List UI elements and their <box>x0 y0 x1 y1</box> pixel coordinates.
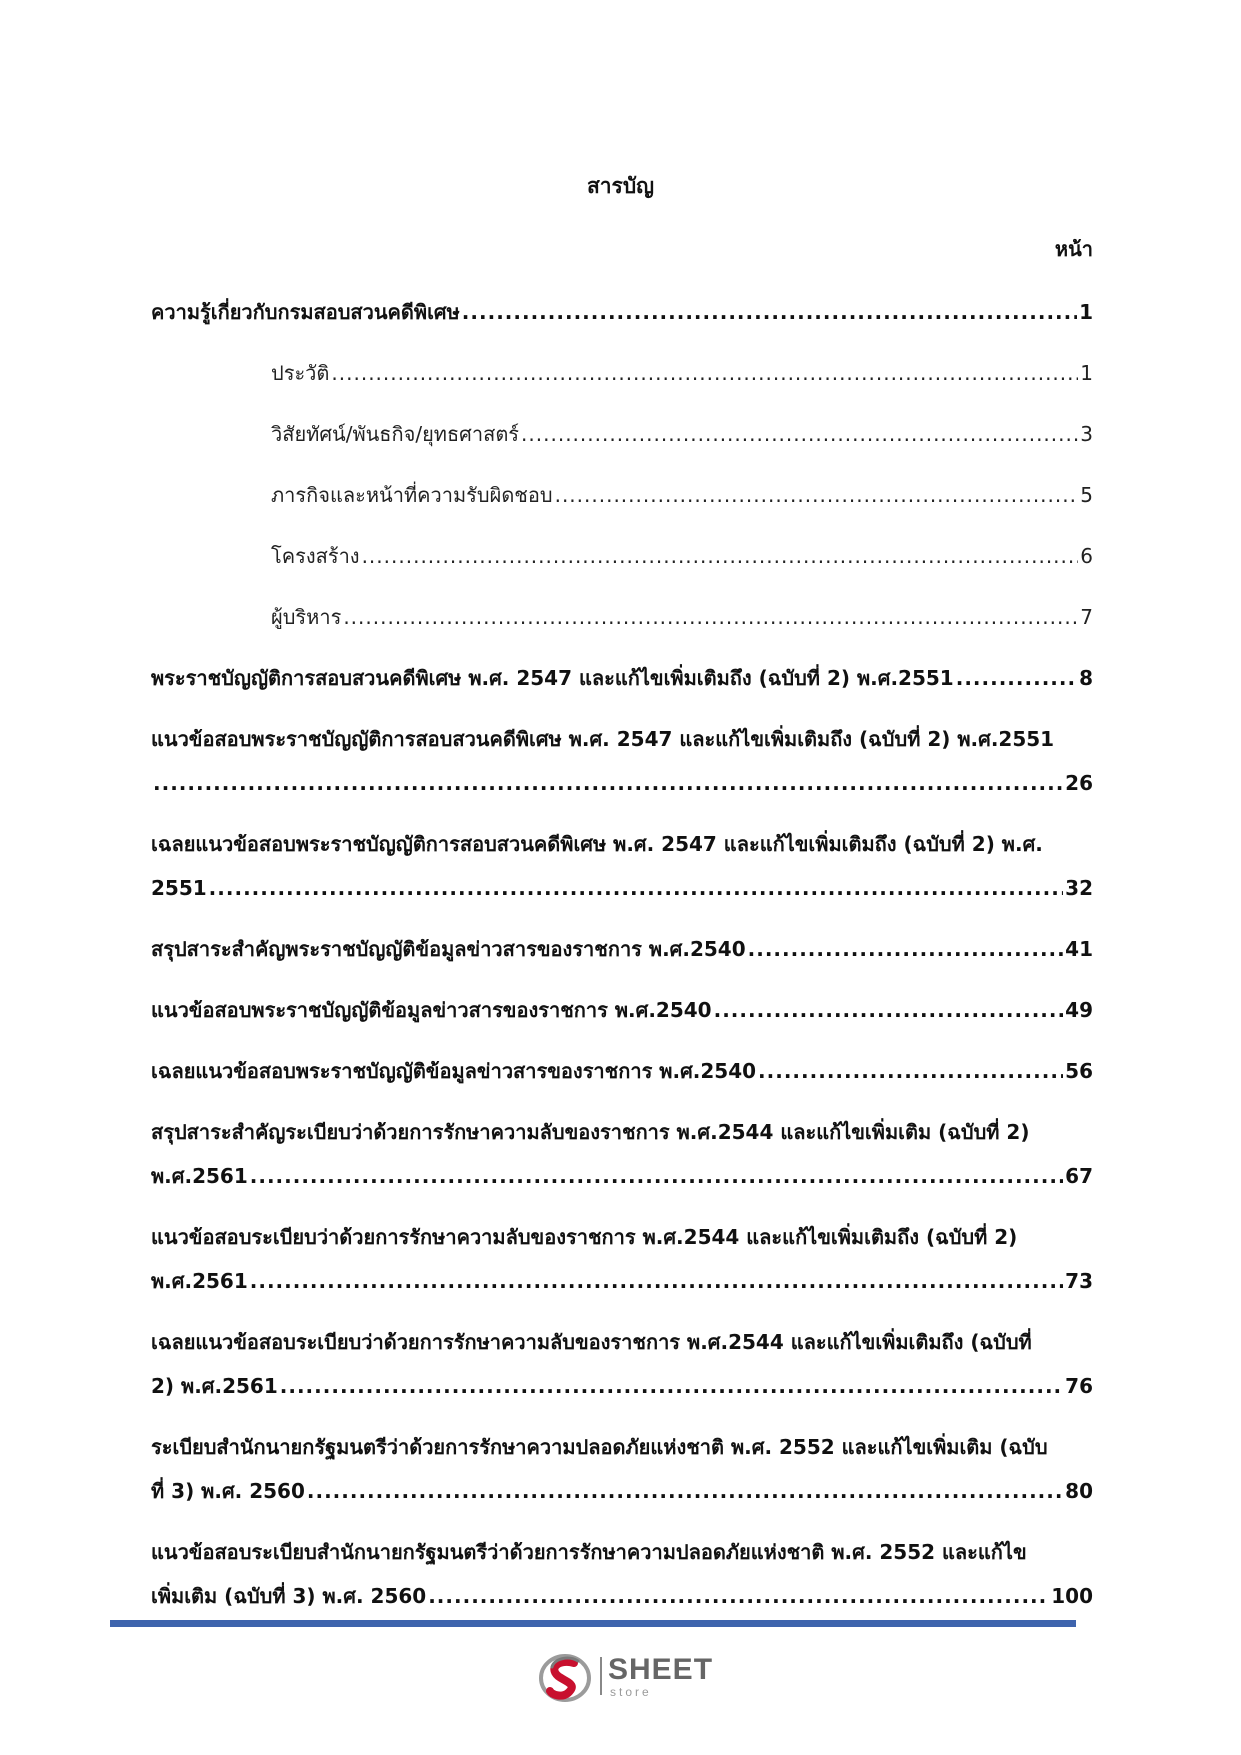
toc-page-number: 76 <box>1065 1374 1093 1398</box>
toc-entry-label: เพิ่มเติม (ฉบับที่ 3) พ.ศ. 2560 <box>151 1584 427 1608</box>
toc-entry <box>151 927 1093 971</box>
toc-entry-line <box>151 1154 1093 1198</box>
toc-page-number: 32 <box>1065 876 1093 900</box>
toc-entry-title-line: แนวข้อสอบระเบียบสำนักนายกรัฐมนตรีว่าด้วยการรักษาความปลอดภัยแห่งชาติ พ.ศ. 2552 และแก้ไข <box>151 1540 1027 1564</box>
toc-page-number: 1 <box>1080 361 1093 385</box>
toc-entry-label: ผู้บริหาร <box>271 605 342 629</box>
toc-entry <box>151 1530 1093 1618</box>
toc-leader-dots <box>758 1049 1063 1093</box>
toc-entry-label: ที่ 3) พ.ศ. 2560 <box>151 1479 305 1503</box>
toc-entry-label: วิสัยทัศน์/พันธกิจ/ยุทธศาสตร์ <box>271 422 520 446</box>
toc-page-number: 5 <box>1080 483 1093 507</box>
toc-entry <box>151 822 1093 910</box>
sheet-store-logo <box>538 1651 718 1703</box>
toc-entry-label: โครงสร้าง <box>271 544 360 568</box>
toc-leader-dots <box>362 534 1079 578</box>
toc-entry-line <box>151 866 1093 910</box>
toc-entry-label: พ.ศ.2561 <box>151 1269 248 1293</box>
toc-leader-dots <box>209 866 1063 910</box>
toc-entry-line <box>151 1364 1093 1408</box>
toc-entry <box>151 290 1093 334</box>
toc-entry-label: พระราชบัญญัติการสอบสวนคดีพิเศษ พ.ศ. 2547 และแก้ไขเพิ่มเติมถึง (ฉบับที่ 2) พ.ศ.2551 <box>151 666 954 690</box>
toc-page-number: 8 <box>1079 666 1093 690</box>
toc-entry-line <box>271 412 1093 456</box>
toc-entry-label: ภารกิจและหน้าที่ความรับผิดชอบ <box>271 483 553 507</box>
toc-entry-title-line: สรุปสาระสำคัญระเบียบว่าด้วยการรักษาความลับของราชการ พ.ศ.2544 และแก้ไขเพิ่มเติม (ฉบับที่ 2) <box>151 1120 1030 1144</box>
toc-page-number: 3 <box>1080 422 1093 446</box>
toc-entry-label: 2551 <box>151 876 207 900</box>
toc-subentry <box>151 534 1093 578</box>
toc-entry-line <box>151 1574 1093 1618</box>
toc-page-number: 6 <box>1080 544 1093 568</box>
toc-page-number: 100 <box>1051 1584 1093 1608</box>
toc-entry-line <box>151 761 1093 805</box>
toc-entry-title-line: แนวข้อสอบพระราชบัญญัติการสอบสวนคดีพิเศษ พ.ศ. 2547 และแก้ไขเพิ่มเติมถึง (ฉบับที่ 2) พ.ศ.2551 <box>151 727 1055 751</box>
toc-entry-label: ประวัติ <box>271 361 330 385</box>
toc-page-number: 73 <box>1065 1269 1093 1293</box>
toc-leader-dots <box>748 927 1064 971</box>
footer-rule <box>110 1620 1076 1627</box>
toc-entry-label: 2) พ.ศ.2561 <box>151 1374 278 1398</box>
page-column-label: หน้า <box>1054 237 1093 261</box>
toc-leader-dots <box>250 1154 1063 1198</box>
toc-entry-line <box>151 988 1093 1032</box>
toc-entry-title-line: เฉลยแนวข้อสอบพระราชบัญญัติการสอบสวนคดีพิเศษ พ.ศ. 2547 และแก้ไขเพิ่มเติมถึง (ฉบับที่ 2) พ.ศ. <box>151 832 1043 856</box>
toc-page-number: 1 <box>1079 300 1093 324</box>
toc-leader-dots <box>428 1574 1049 1618</box>
toc-entry-label: สรุปสาระสำคัญพระราชบัญญัติข้อมูลข่าวสารของราชการ พ.ศ.2540 <box>151 937 746 961</box>
toc-entry-line <box>151 1469 1093 1513</box>
toc-page-number: 7 <box>1080 605 1093 629</box>
toc-entry-label: เฉลยแนวข้อสอบพระราชบัญญัติข้อมูลข่าวสารของราชการ พ.ศ.2540 <box>151 1059 757 1083</box>
toc-entry-label: ความรู้เกี่ยวกับกรมสอบสวนคดีพิเศษ <box>151 300 460 324</box>
toc-entry <box>151 656 1093 700</box>
toc-entry-line <box>151 656 1093 700</box>
toc-entry-line <box>151 927 1093 971</box>
toc-entry <box>151 1049 1093 1093</box>
toc-entry-line <box>271 473 1093 517</box>
logo-divider <box>600 1657 602 1695</box>
toc-leader-dots <box>307 1469 1063 1513</box>
toc-page-number: 41 <box>1065 937 1093 961</box>
toc-leader-dots <box>956 656 1077 700</box>
toc-leader-dots <box>250 1259 1063 1303</box>
toc-entry-line <box>271 534 1093 578</box>
toc-entry-title-line: แนวข้อสอบระเบียบว่าด้วยการรักษาความลับของราชการ พ.ศ.2544 และแก้ไขเพิ่มเติมถึง (ฉบับที่ 2) <box>151 1225 1018 1249</box>
toc-entry-line <box>151 1049 1093 1093</box>
toc-entry-line <box>271 351 1093 395</box>
toc-leader-dots <box>153 761 1063 805</box>
toc-page-number: 67 <box>1065 1164 1093 1188</box>
toc-leader-dots <box>280 1364 1063 1408</box>
toc-entry-line <box>151 290 1093 334</box>
logo-text: SHEET <box>608 1653 714 1686</box>
toc-page-number: 49 <box>1065 998 1093 1022</box>
toc-leader-dots <box>521 412 1078 456</box>
toc-title: สารบัญ <box>586 174 655 198</box>
toc-subentry <box>151 595 1093 639</box>
toc-entry <box>151 1320 1093 1408</box>
toc-entry <box>151 988 1093 1032</box>
toc-page-number: 56 <box>1065 1059 1093 1083</box>
toc-subentry <box>151 351 1093 395</box>
toc-entry-line <box>271 595 1093 639</box>
toc-leader-dots <box>343 595 1078 639</box>
toc-entry <box>151 1425 1093 1513</box>
toc-entry <box>151 1215 1093 1303</box>
table-of-contents <box>151 290 1093 1618</box>
toc-entry-title-line: ระเบียบสำนักนายกรัฐมนตรีว่าด้วยการรักษาความปลอดภัยแห่งชาติ พ.ศ. 2552 และแก้ไขเพิ่มเติม (ฉบับ <box>151 1435 1048 1459</box>
toc-entry-label: พ.ศ.2561 <box>151 1164 248 1188</box>
toc-leader-dots <box>555 473 1079 517</box>
toc-subentry <box>151 412 1093 456</box>
toc-entry <box>151 717 1093 805</box>
toc-subentry <box>151 473 1093 517</box>
logo-subtext: store <box>610 1685 652 1699</box>
toc-page-number: 80 <box>1065 1479 1093 1503</box>
toc-leader-dots <box>714 988 1064 1032</box>
toc-entry-title-line: เฉลยแนวข้อสอบระเบียบว่าด้วยการรักษาความลับของราชการ พ.ศ.2544 และแก้ไขเพิ่มเติมถึง (ฉบับที่ <box>151 1330 1032 1354</box>
toc-entry-label: แนวข้อสอบพระราชบัญญัติข้อมูลข่าวสารของราชการ พ.ศ.2540 <box>151 998 712 1022</box>
toc-page-number: 26 <box>1065 771 1093 795</box>
toc-leader-dots <box>462 290 1077 334</box>
sheet-store-s-logo-icon <box>538 1651 594 1703</box>
toc-leader-dots <box>331 351 1078 395</box>
toc-entry-line <box>151 1259 1093 1303</box>
toc-entry <box>151 1110 1093 1198</box>
